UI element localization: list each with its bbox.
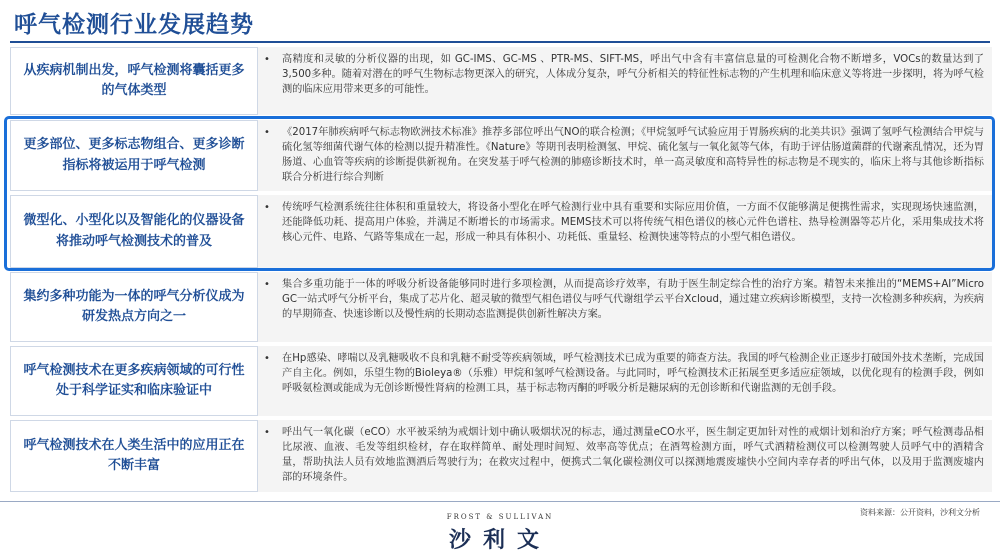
title-divider <box>10 41 990 43</box>
trend-row <box>10 195 992 268</box>
trend-description-cell <box>258 120 992 191</box>
trend-description-cell <box>258 195 992 268</box>
trend-label: 呼气检测技术在人类生活中的应用正在不断丰富 <box>23 437 245 473</box>
logo-wordmark: FROST & SULLIVAN <box>446 513 554 521</box>
trend-label: 更多部位、更多标志物组合、更多诊断指标将被运用于呼气检测 <box>23 137 245 173</box>
trend-row <box>10 47 992 115</box>
trend-description-cell <box>258 47 992 115</box>
trend-label-cell <box>10 272 258 342</box>
trend-description: 呼出气一氧化碳（eCO）水平被采纳为戒烟计划中确认吸烟状况的标志，通过测量eCO水平，医生制定更加针对性的戒烟计划和治疗方案；呼气检测毒品相比尿液、血液、毛发等组织检材，存在取样简单、耐处理时间短、效率高等优点；在酒驾检测方面，呼气式酒精检测仪可以检测驾驶人员呼气中的酒精含量，帮助执法人员有效地监测酒后驾驶行为；在救灾过程中，便携式二氧化碳检测仪可以探测地震废墟快小空间内幸存者的呼出气体，以及用于监测废墟内部的环境条件。 <box>282 427 984 483</box>
bullet-icon: • <box>264 353 270 364</box>
bullet-icon: • <box>264 202 270 213</box>
trend-description-cell <box>258 420 992 492</box>
trend-row <box>10 420 992 492</box>
trend-description: 集合多重功能于一体的呼吸分析设备能够同时进行多项检测，从而提高诊疗效率，有助于医生制定综合性的治疗方案。精智未来推出的“MEMS+AI”Micro GC一站式呼气分析平台，集成了芯片化、超灵敏的微型气相色谱仪与呼气代谢组学云平台Xcloud，通过建立疾病诊断模型，支持一次检测多种疾病，为疾病的早期筛查、快速诊断以及慢性病的长期动态监测提供创新性解决方案。 <box>282 279 984 320</box>
trend-row <box>10 346 992 416</box>
trend-description: 《2017年肺疾病呼气标志物欧洲技术标准》推荐多部位呼出气NO的联合检测；《甲烷氢呼气试验应用于胃肠疾病的北美共识》强调了氢呼气检测结合甲烷与硫化氢等细菌代谢气体的检测以提升精准性。《Nature》等期刊表明检测氢、甲烷、硫化氢与一氧化氮等气体，有助于评估肠道菌群的代谢紊乱情况，还为胃肠道、心血管等疾病的诊断提供新视角。在突发基于呼气检测的肺癌诊断技术时，单一高灵敏度和高特异性的标志物是不现实的，临床上将与其他诊断指标联合分析进行综合判断 <box>282 127 984 183</box>
trend-label: 呼气检测技术在更多疾病领域的可行性处于科学证实和临床验证中 <box>23 362 245 398</box>
trend-row <box>10 120 992 191</box>
trend-description-cell <box>258 272 992 342</box>
trend-label-cell <box>10 420 258 492</box>
trend-label-cell <box>10 346 258 416</box>
bullet-icon: • <box>264 127 270 138</box>
trend-label-cell <box>10 120 258 191</box>
logo: 沙利文 <box>448 528 551 551</box>
trend-description-cell <box>258 346 992 416</box>
trend-description: 传统呼气检测系统往往体积和重量较大，将设备小型化在呼气检测行业中具有重要和实际应用价值，一方面不仅能够满足便携性需求，实现现场快速监测，还能降低功耗、提高用户体验，并满足不断增长的市场需求。MEMS技术可以将传统气相色谱仪的核心元件色谱柱、热导检测器等芯片化，采用集成技术将核心元件、电路、气路等集成在一起，形成一种具有体积小、功耗低、重量轻、检测快速等特点的小型气相色谱仪。 <box>282 202 984 243</box>
trend-label-cell <box>10 47 258 115</box>
trend-description: 在Hp感染、哮喘以及乳糖吸收不良和乳糖不耐受等疾病领域，呼气检测技术已成为重要的筛查方法。我国的呼气检测企业正逐步打破国外技术垄断，完成国产自主化。例如，乐望生物的Bioleya®（乐雅）甲烷和氢呼气检测设备。与此同时，呼气检测技术正拓展至更多适应症领域，以优化现有的检测手段，例如呼吸氨检测或能成为无创诊断慢性肾病的检测工具，基于标志物丙酮的呼吸分析是糖尿病的无创诊断和代谢监测的无创手段。 <box>282 353 984 394</box>
page-title: 呼气检测行业发展趋势 <box>14 12 254 38</box>
trend-label-cell <box>10 195 258 268</box>
trend-row <box>10 272 992 342</box>
trend-label: 集约多种功能为一体的呼气分析仪成为研发热点方向之一 <box>23 288 245 324</box>
bullet-icon: • <box>264 54 270 65</box>
source-note: 资料来源：公开资料，沙利文分析 <box>860 508 980 517</box>
bullet-icon: • <box>264 427 270 438</box>
bullet-icon: • <box>264 279 270 290</box>
footer-divider <box>0 501 1000 502</box>
trend-label: 微型化、小型化以及智能化的仪器设备将推动呼气检测技术的普及 <box>23 213 245 249</box>
trend-label: 从疾病机制出发，呼气检测将囊括更多的气体类型 <box>23 62 245 98</box>
trend-description: 高精度和灵敏的分析仪器的出现，如 GC-IMS、GC-MS 、PTR-MS、SIFT-MS，呼出气中含有丰富信息量的可检测化合物不断增多，VOCs的数量达到了3,500多种。随着对潜在的呼气生物标志物更深入的研究，人体成分复杂，呼气分析相关的特征性标志物的产生机理和临床意义等将进一步探明，将为呼气检测的临床应用带来更多的可能性。 <box>282 54 984 95</box>
